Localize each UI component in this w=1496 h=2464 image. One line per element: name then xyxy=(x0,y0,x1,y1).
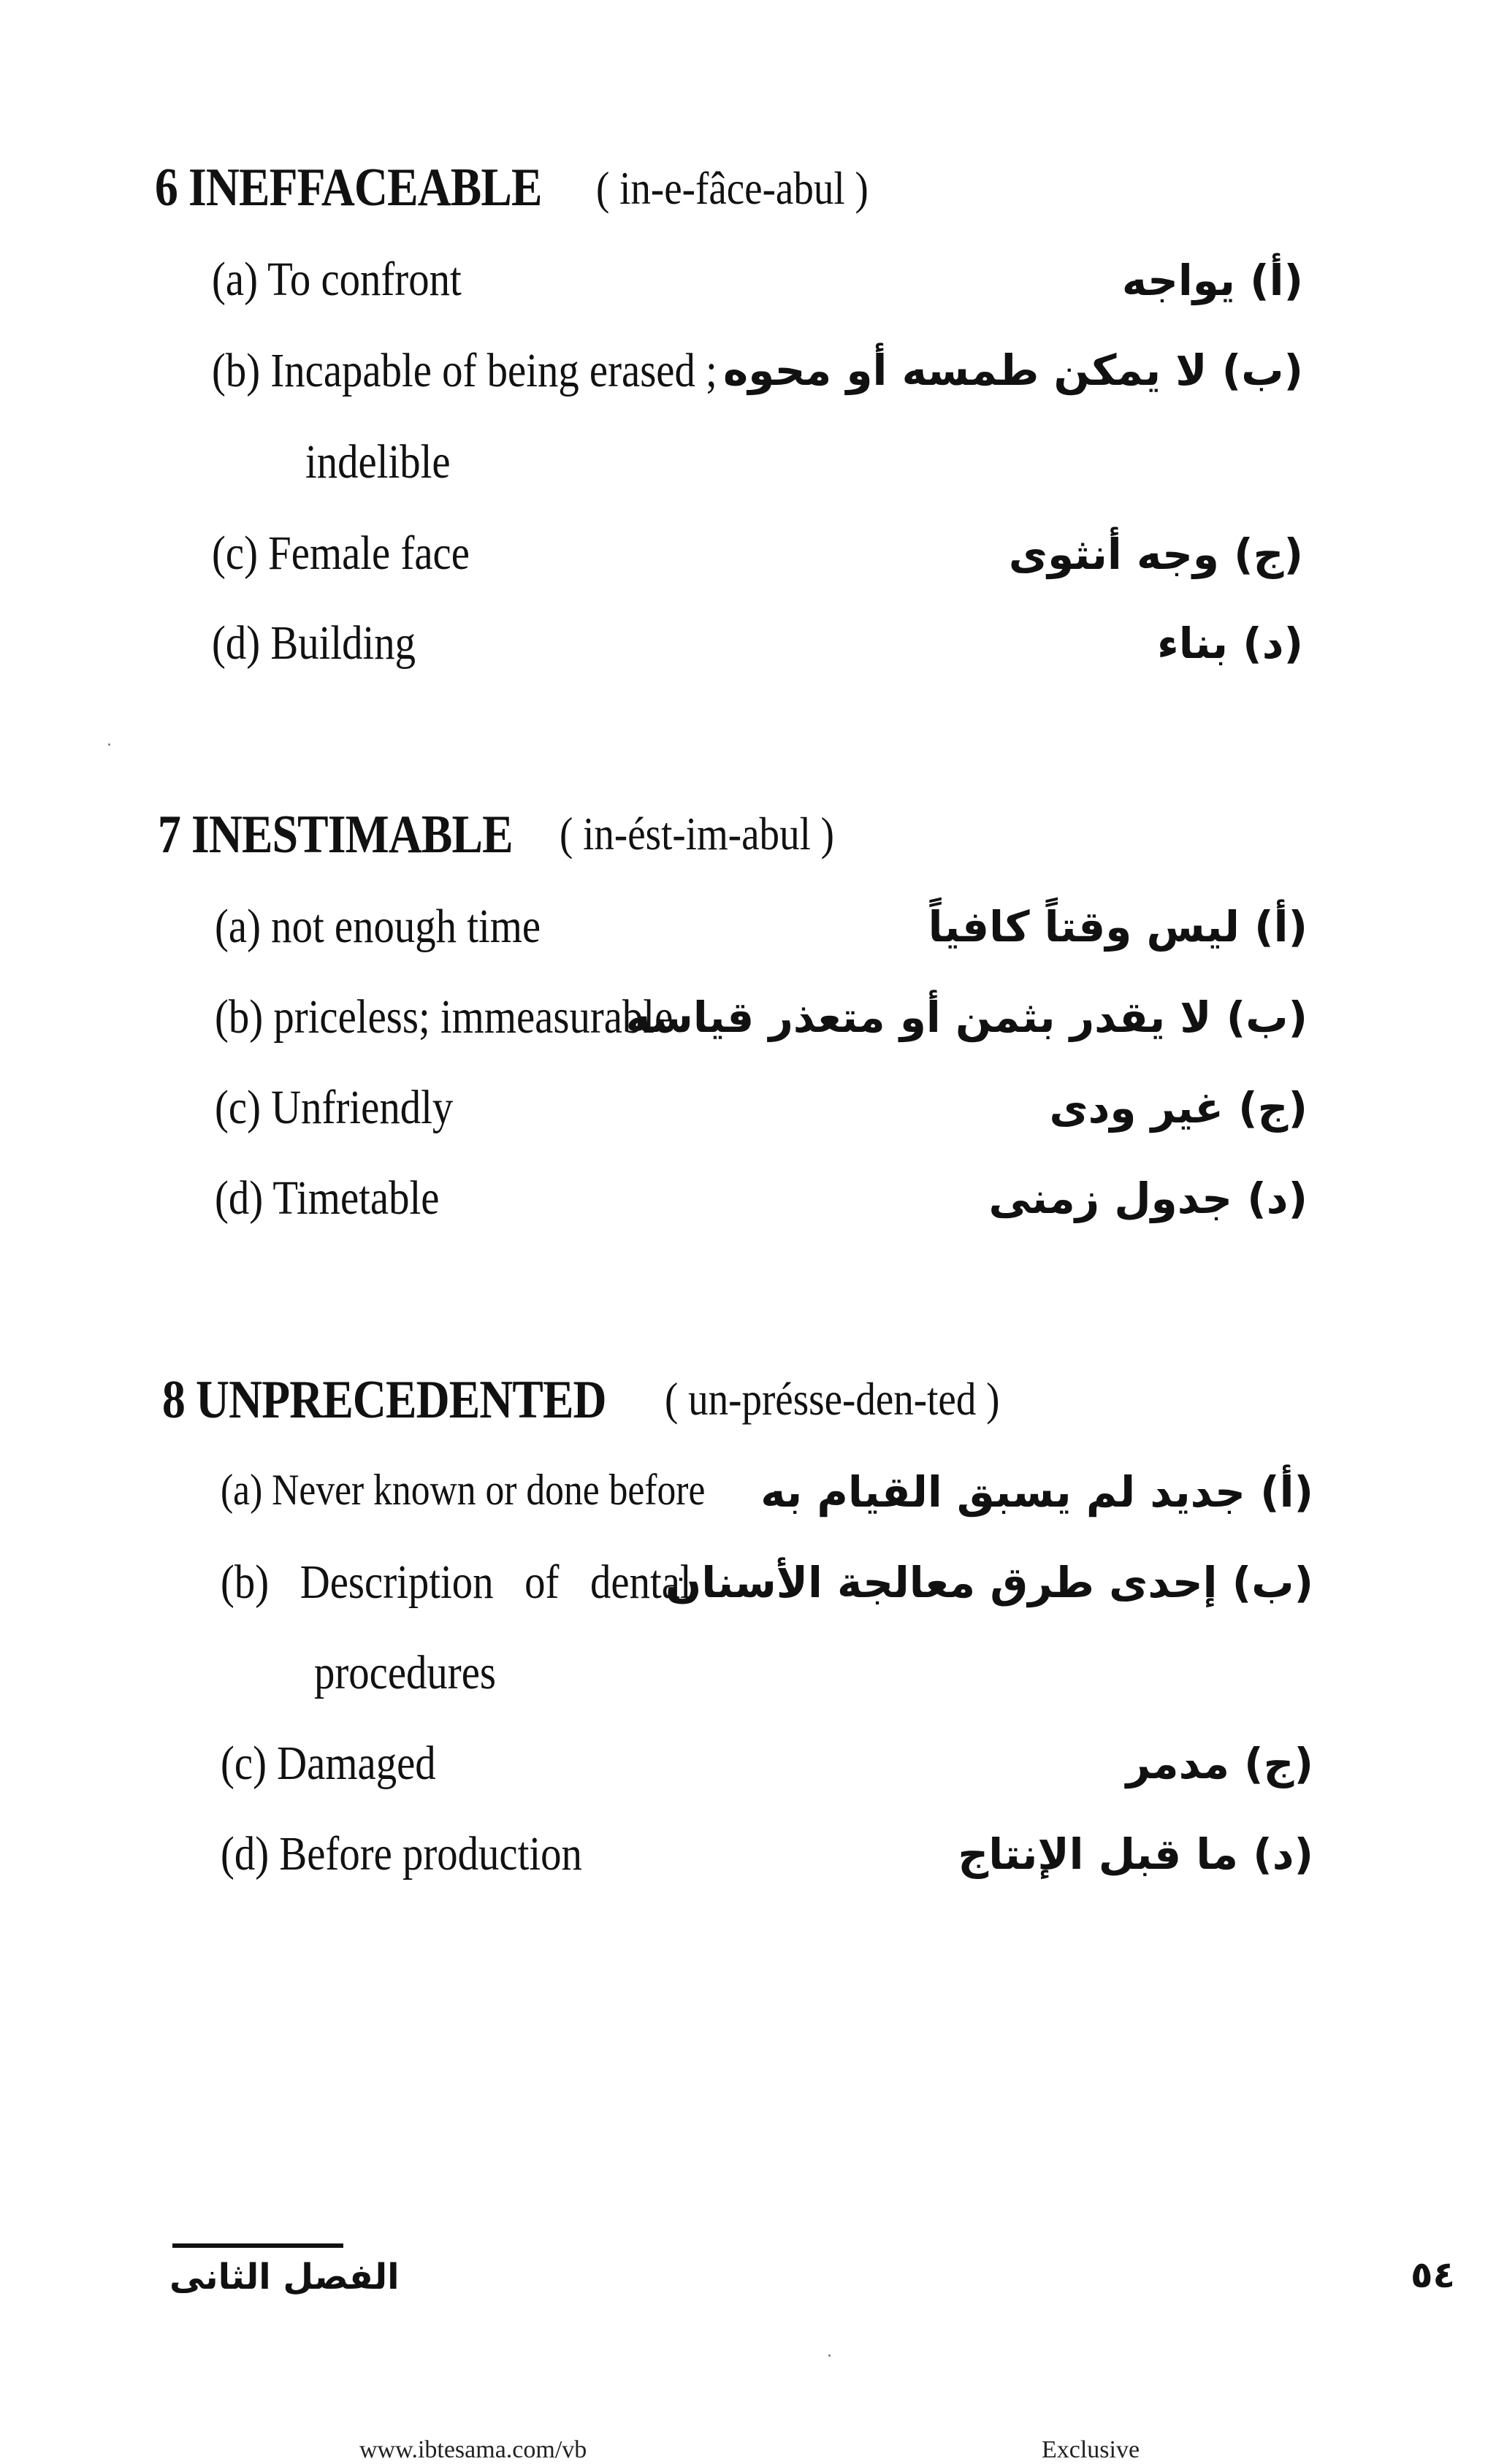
entry-pronunciation-wrap xyxy=(665,1373,1054,1425)
entry-pronunciation: ( in-e-fâce-abul ) xyxy=(596,162,869,214)
option-en xyxy=(215,1171,476,1225)
option-en xyxy=(215,900,594,953)
option-en xyxy=(221,1468,784,1512)
entry-pronunciation-wrap xyxy=(596,162,912,214)
option-ar: (د) ما قبل الإنتاج xyxy=(958,1829,1313,1879)
option-en-continued xyxy=(305,435,474,489)
option-en xyxy=(212,529,511,578)
option-en-text: (b) Description of dental xyxy=(221,1556,692,1609)
option-en-continued xyxy=(314,1646,526,1699)
option-en-text: (b) Incapable of being erased ; xyxy=(212,344,717,397)
source-url: www.ibtesama.com/vb xyxy=(359,2436,587,2463)
option-en-cont-text: indelible xyxy=(305,435,451,489)
chapter-label: الفصل الثانى xyxy=(169,2257,400,2297)
entry-word: 7 INESTIMABLE xyxy=(158,805,513,865)
option-en-text: (a) not enough time xyxy=(215,900,541,953)
option-ar: (ج) وجه أنثوى xyxy=(1008,529,1303,579)
option-ar: (ب) لا يقدر بثمن أو متعذر قياسه xyxy=(625,992,1308,1042)
option-en-text: (c) Damaged xyxy=(221,1737,436,1790)
scan-speck xyxy=(108,743,110,746)
option-en-cont-text: procedures xyxy=(314,1646,496,1699)
option-en-text: (d) Before production xyxy=(221,1827,582,1880)
option-en xyxy=(215,1081,492,1134)
option-en-text: (b) priceless; immeasurable xyxy=(215,990,673,1044)
option-ar: (ج) غير ودى xyxy=(1049,1083,1308,1133)
option-ar: (د) جدول زمنى xyxy=(988,1174,1308,1223)
entry-pronunciation-wrap xyxy=(560,808,879,860)
entry-word: 8 UNPRECEDENTED xyxy=(162,1370,606,1430)
option-en-text: (c) Unfriendly xyxy=(215,1081,454,1134)
option-en-text: (a) To confront xyxy=(212,253,462,306)
entry-heading xyxy=(162,1370,679,1430)
option-ar: (ب) لا يمكن طمسه أو محوه xyxy=(723,345,1303,395)
option-ar: (ج) مدمر xyxy=(1126,1739,1313,1788)
option-en xyxy=(221,1737,471,1790)
entry-heading xyxy=(158,805,570,865)
entry-heading xyxy=(155,158,605,218)
option-en xyxy=(212,344,799,397)
option-en-text: (c) Female face xyxy=(212,527,470,580)
option-en-text: (a) Never known or done before xyxy=(221,1466,706,1514)
footer-rule xyxy=(172,2243,343,2248)
option-en xyxy=(221,1827,641,1880)
option-en xyxy=(212,253,502,306)
entry-word: 6 INEFFACEABLE xyxy=(155,158,542,218)
option-ar: (أ) ليس وقتاً كافياً xyxy=(928,902,1308,952)
entry-pronunciation: ( un-présse-den-ted ) xyxy=(665,1373,1000,1425)
page-number: ٥٤ xyxy=(1410,2254,1455,2296)
option-en-text: (d) Building xyxy=(212,616,416,670)
option-ar: (أ) يواجه xyxy=(1121,256,1303,305)
scan-speck xyxy=(828,2354,831,2357)
option-en xyxy=(212,616,449,670)
option-ar: (د) بناء xyxy=(1157,619,1303,668)
option-ar: (أ) جديد لم يسبق القيام به xyxy=(760,1467,1313,1517)
option-ar: (ب) إحدى طرق معالجة الأسنان xyxy=(665,1558,1313,1607)
entry-pronunciation: ( in-ést-im-abul ) xyxy=(560,808,834,860)
option-en-text: (d) Timetable xyxy=(215,1171,440,1225)
exclusive-tag: Exclusive xyxy=(1042,2436,1140,2463)
